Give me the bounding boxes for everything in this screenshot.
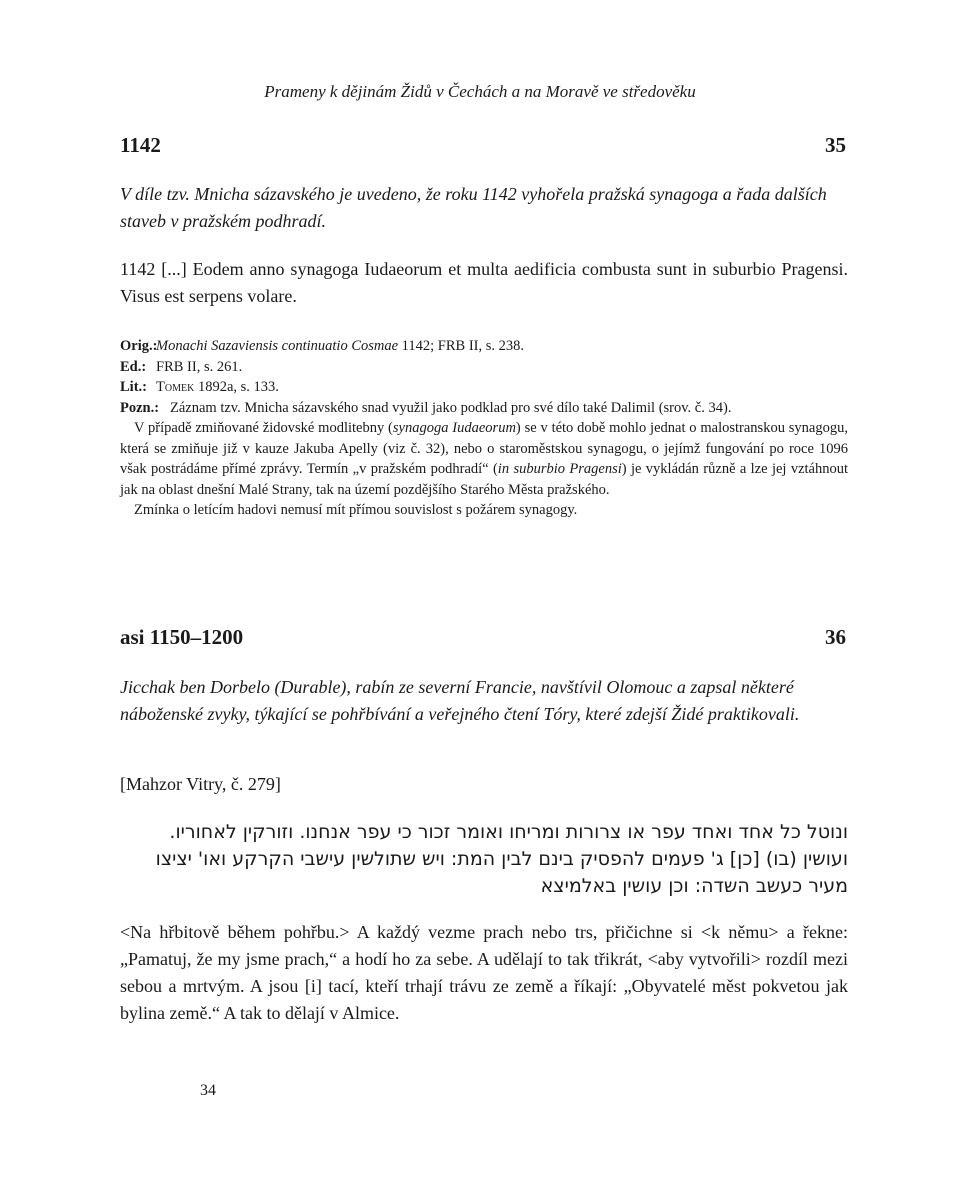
running-header: Prameny k dějinám Židů v Čechách a na Moravě ve středověku (264, 82, 696, 101)
entry-date: asi 1150–1200 (120, 625, 244, 649)
ed-text: FRB II, s. 261. (156, 358, 243, 375)
hebrew-text (120, 819, 848, 900)
pozn-line (120, 398, 848, 419)
page-number: 34 (200, 1082, 216, 1099)
orig-title: Monachi Sazaviensis continuatio Cosmae (156, 338, 399, 354)
ed-line (120, 357, 848, 378)
entry-summary: V díle tzv. Mnicha sázavského je uvedeno, že roku 1142 vyhořela pražská synagoga a řada dalších staveb v pražském podhradí. (120, 184, 827, 231)
note-paragraph: V případě zmiňované židovské modlitebny (synagoga Iudaeorum) se v této době mohlo jednat o malostranskou synagogu, která se zmiňuje již v kauze Jakuba Apelly (viz č. 32), nebo o staroměstskou synagogu, o jejímž fungování po roce 1096 však postrádáme přímé zprávy. Termín „v pražském podhradí“ (in suburbio Pragensi) je vykládán různě a lze jej vztáhnout jak na oblast dnešní Malé Strany, tak na území pozdějšího Starého Města pražského. (120, 420, 849, 498)
orig-label: Orig.: (120, 338, 158, 354)
ed-label: Ed.: (120, 358, 147, 375)
entry-number: 35 (825, 133, 846, 157)
entry-date: 1142 (120, 133, 161, 157)
czech-translation: <Na hřbitově během pohřbu.> A každý vezme prach nebo trs, přičichne si <k němu> a řekne: „Pamatuj, že my jsme prach,“ a hodí ho za sebe. A udělají to tak třikrát, <aby vytvořili> rozdíl mezi sebou a mrtvým. A jsou [i] tací, kteří trhají trávu ze země a říkají: „Obyvatelé měst pokvetou jak bylina země.“ A tak to dělají v Almice. (120, 922, 848, 1023)
entry-heading-35 (120, 133, 846, 158)
lit-rest: 1892a, s. 133. (194, 379, 279, 395)
apparatus-notes (120, 336, 848, 521)
hebrew-line: מעיר כעשב השדה: וכן עושין באלמיצא (540, 875, 848, 897)
orig-rest: 1142; FRB II, s. 238. (398, 338, 524, 354)
pozn-label: Pozn.: (120, 399, 160, 416)
hebrew-line: ונוטל כל אחד ואחד עפר או צרורות ומריחו ואומר זכור כי עפר אנחנו. וזורקין לאחוריו. (169, 821, 848, 843)
source-reference: [Mahzor Vitry, č. 279] (120, 774, 281, 794)
orig-line (120, 336, 848, 357)
latin-source-text: 1142 [...] Eodem anno synagoga Iudaeorum et multa aedificia combusta sunt in suburbio Pragensi. Visus est serpens volare. (120, 259, 848, 306)
entry-summary: Jicchak ben Dorbelo (Durable), rabín ze severní Francie, navštívil Olomouc a zapsal některé náboženské zvyky, týkající se pohřbívání a veřejného čtení Tóry, které zdejší Židé praktikovali. (120, 677, 800, 724)
entry-heading-36 (120, 625, 846, 650)
lit-label: Lit.: (120, 379, 147, 395)
note-paragraph-2: Zmínka o letícím hadovi nemusí mít přímou souvislost s požárem synagogy. (134, 502, 578, 518)
lit-line (120, 377, 848, 398)
hebrew-line: ועושין (בו) [כן] ג' פעמים להפסיק בינם לבין המת: ויש שתולשין עישבי הקרקע ואו' יציצו (155, 848, 848, 870)
pozn-text: Záznam tzv. Mnicha sázavského snad využil jako podklad pro své dílo také Dalimil (srov. č. 34). (170, 399, 732, 416)
lit-author: Tomek (156, 379, 195, 395)
entry-number: 36 (825, 625, 846, 649)
